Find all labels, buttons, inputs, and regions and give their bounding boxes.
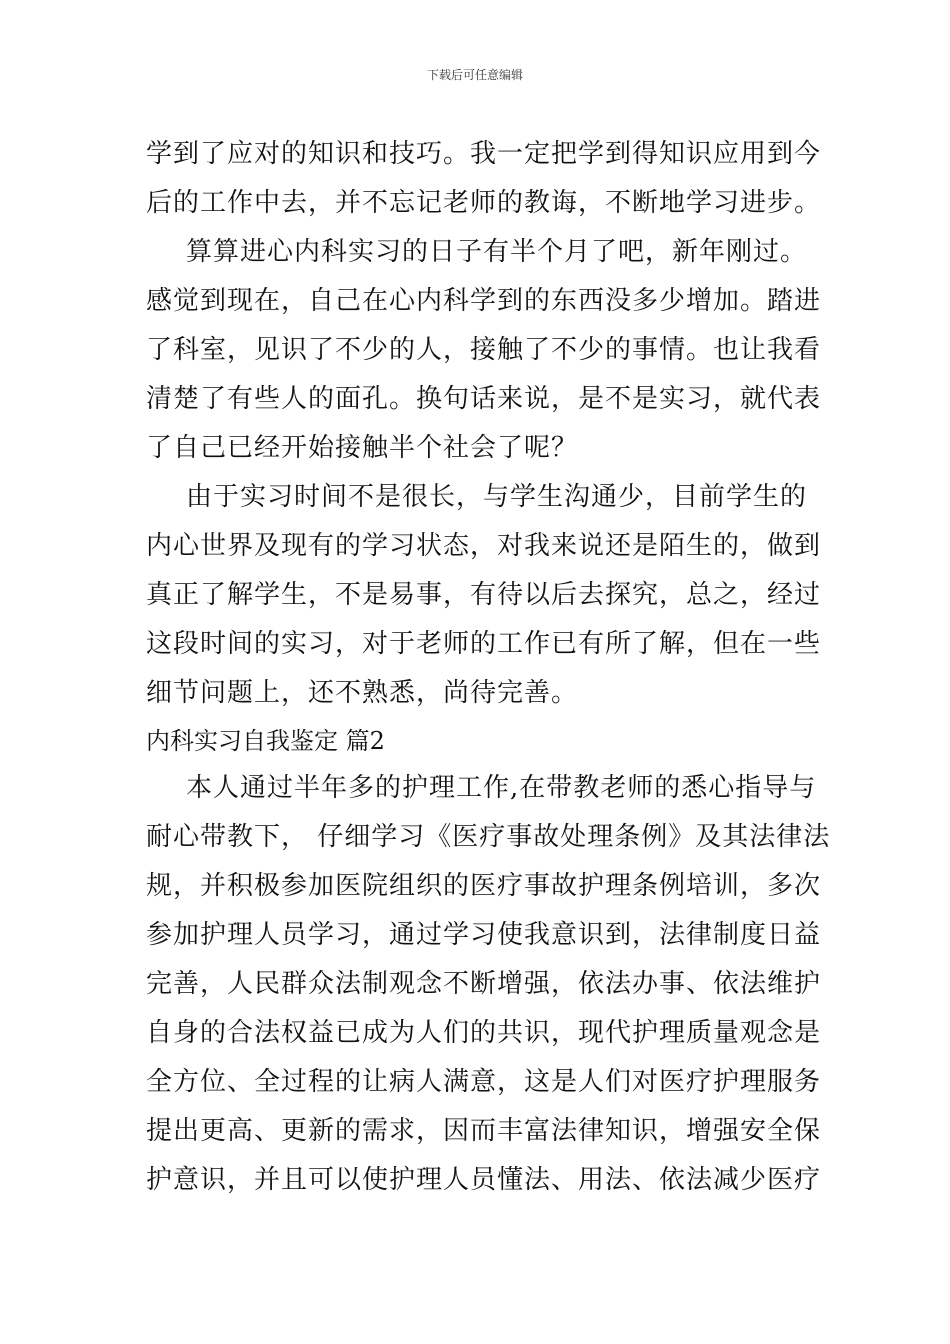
document-body bbox=[146, 130, 831, 1205]
text-line: 自身的合法权益已成为人们的共识，现代护理质量观念是 bbox=[146, 1018, 822, 1048]
text-line: 清楚了有些人的面孔。换句话来说，是不是实习，就代表 bbox=[146, 384, 822, 414]
text-line: 提出更高、更新的需求，因而丰富法律知识，增强安全保 bbox=[146, 1116, 822, 1146]
section-heading: 内科实习自我鉴定 篇2 bbox=[146, 727, 385, 755]
text-line: 了自己已经开始接触半个社会了呢？ bbox=[146, 433, 579, 463]
text-line: 了科室，见识了不少的人，接触了不少的事情。也让我看 bbox=[146, 335, 822, 365]
text-line: 真正了解学生，不是易事，有待以后去探究，总之，经过 bbox=[146, 580, 822, 610]
paragraph-first-line: 本人通过半年多的护理工作,在带教老师的悉心指导与 bbox=[186, 773, 817, 803]
text-line: 细节问题上，还不熟悉，尚待完善。 bbox=[146, 678, 579, 708]
paragraph-first-line: 算算进心内科实习的日子有半个月了吧，新年刚过。 bbox=[186, 237, 808, 267]
page-header-note: 下载后可任意编辑 bbox=[426, 68, 523, 82]
text-line: 内心世界及现有的学习状态，对我来说还是陌生的，做到 bbox=[146, 531, 822, 561]
text-line: 全方位、全过程的让病人满意，这是人们对医疗护理服务 bbox=[146, 1067, 822, 1097]
text-line: 这段时间的实习，对于老师的工作已有所了解，但在一些 bbox=[146, 629, 822, 659]
paragraph-first-line: 由于实习时间不是很长，与学生沟通少，目前学生的 bbox=[186, 482, 808, 512]
text-line: 护意识，并且可以使护理人员懂法、用法、依法减少医疗 bbox=[146, 1165, 822, 1195]
text-line: 完善，人民群众法制观念不断增强，依法办事、依法维护 bbox=[146, 969, 822, 999]
text-line: 学到了应对的知识和技巧。我一定把学到得知识应用到今 bbox=[146, 139, 822, 169]
text-line: 规，并积极参加医院组织的医疗事故护理条例培训，多次 bbox=[146, 871, 822, 901]
text-line: 后的工作中去，并不忘记老师的教诲，不断地学习进步。 bbox=[146, 188, 822, 218]
text-line: 耐心带教下， 仔细学习《医疗事故处理条例》及其法律法 bbox=[146, 822, 831, 852]
text-line: 参加护理人员学习，通过学习使我意识到，法律制度日益 bbox=[146, 920, 822, 950]
text-line: 感觉到现在，自己在心内科学到的东西没多少增加。踏进 bbox=[146, 286, 822, 316]
